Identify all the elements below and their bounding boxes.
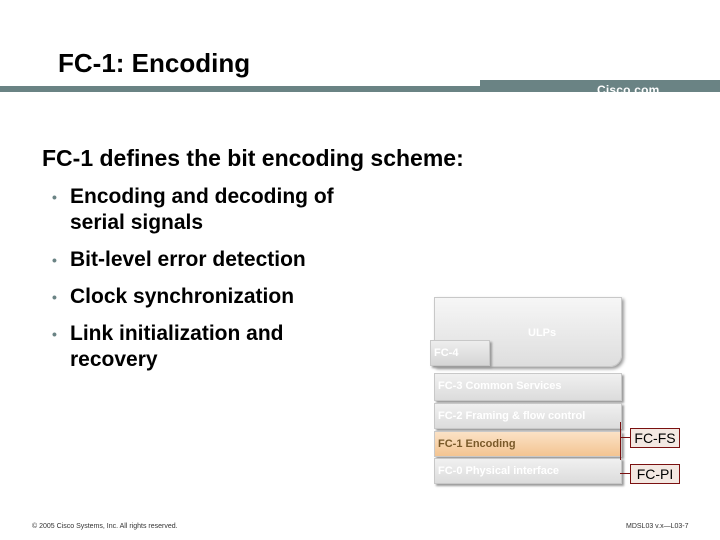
fcfs-callout: FC-FS <box>630 428 680 448</box>
fc0-layer <box>434 458 622 484</box>
fc1-layer <box>434 431 622 457</box>
fc2-layer <box>434 403 622 429</box>
bullet-item <box>50 321 370 373</box>
bullet-text: Clock synchronization <box>70 285 295 308</box>
fcpi-callout: FC-PI <box>630 464 680 484</box>
slide-number: MDSL03 v.x—L03-7 <box>626 523 689 530</box>
bullet-text: Encoding and decoding of serial signals <box>70 185 334 234</box>
fc4-label: FC-4 <box>434 347 459 359</box>
ulps-label: ULPs <box>528 327 557 339</box>
bullet-text: Bit-level error detection <box>70 248 306 271</box>
slide-heading: FC-1 defines the bit encoding scheme: <box>42 145 464 171</box>
bullet-item <box>50 284 370 310</box>
copyright-text: © 2005 Cisco Systems, Inc. All rights reserved. <box>32 523 178 530</box>
fc-layer-stack <box>428 295 623 490</box>
bullet-dot-icon: • <box>52 326 57 342</box>
bullet-dot-icon: • <box>52 189 57 205</box>
bullet-item <box>50 247 370 273</box>
fcpi-connector <box>620 473 630 474</box>
fc3-layer <box>434 373 622 401</box>
bullet-dot-icon: • <box>52 289 57 305</box>
bullet-list <box>50 184 370 384</box>
title-bar-band <box>0 86 480 92</box>
fc4-layer <box>430 340 490 366</box>
fc3-label: FC-3 Common Services <box>438 380 562 392</box>
brand-label: Cisco.com <box>597 83 660 97</box>
fc1-label: FC-1 Encoding <box>438 438 516 450</box>
bullet-dot-icon: • <box>52 252 57 268</box>
fcfs-bracket-line <box>620 422 621 460</box>
slide-title: FC-1: Encoding <box>58 48 251 78</box>
bullet-item <box>50 184 370 236</box>
fc2-label: FC-2 Framing & flow control <box>438 410 586 422</box>
fc0-label: FC-0 Physical interface <box>438 465 560 477</box>
bullet-text: Link initialization and recovery <box>70 322 284 371</box>
fcfs-connector <box>620 437 630 438</box>
